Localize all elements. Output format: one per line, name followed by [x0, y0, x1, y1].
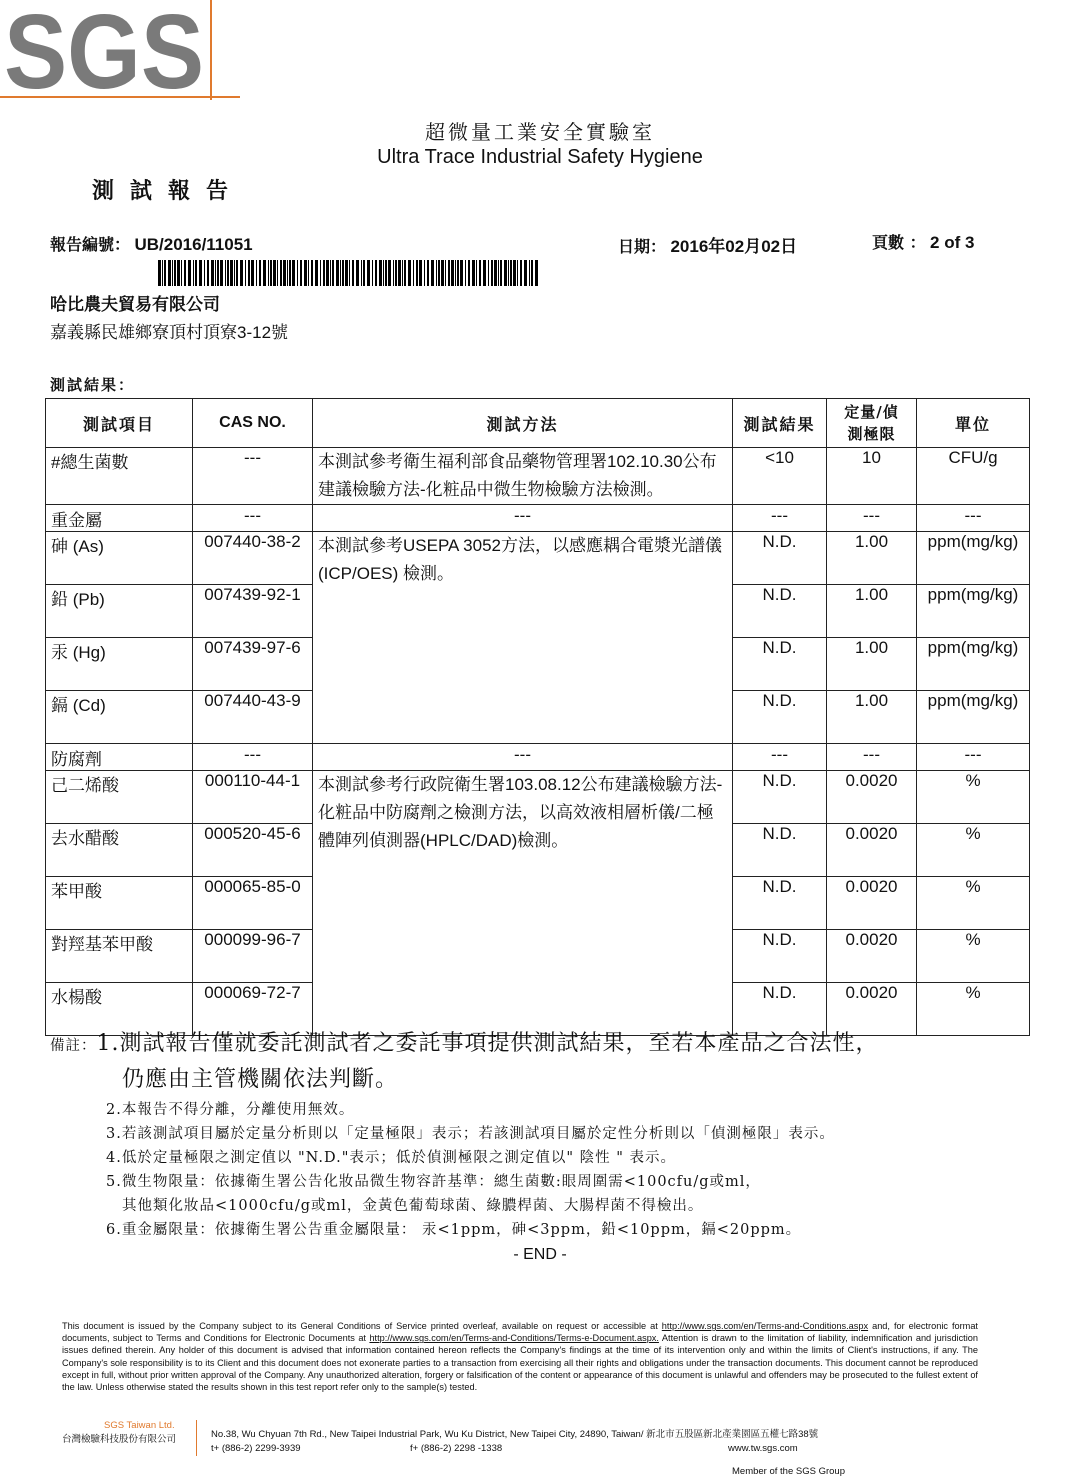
barcode-bar: [385, 260, 387, 286]
cell-limit: ---: [827, 505, 917, 532]
barcode-bar: [413, 260, 414, 286]
barcode-bar: [199, 260, 202, 286]
barcode-bar: [195, 260, 197, 286]
barcode-bar: [283, 260, 286, 286]
cell-cas: 007440-38-2: [193, 532, 313, 585]
cell-cas: 007440-43-9: [193, 691, 313, 744]
barcode-bar: [211, 260, 214, 286]
barcode-bar: [513, 260, 516, 286]
cell-result: N.D.: [733, 638, 827, 691]
barcode-bar: [520, 260, 522, 286]
table-row: [46, 448, 1030, 505]
cell-method: 本測試參考衛生福利部食品藥物管理署102.10.30公布建議檢驗方法-化粧品中微生物檢驗方法檢測。: [313, 448, 733, 505]
barcode-bar: [510, 260, 512, 286]
sgs-logo: [0, 0, 244, 100]
terms-link[interactable]: http://www.sgs.com/en/Terms-and-Conditions.aspx: [661, 1321, 869, 1331]
barcode-bar: [529, 260, 530, 286]
cell-result: N.D.: [733, 691, 827, 744]
cell-limit: 0.0020: [827, 983, 917, 1036]
cell-item: 己二烯酸: [46, 771, 193, 824]
cell-item: 汞 (Hg): [46, 638, 193, 691]
header-method: 測試方法: [313, 399, 733, 448]
lab-name-cn: 超微量工業安全實驗室: [425, 120, 655, 144]
cell-item: 去水醋酸: [46, 824, 193, 877]
barcode-bar: [204, 260, 205, 286]
header-limit: [827, 399, 917, 448]
cell-method: ---: [313, 744, 733, 771]
terms-e-document-link[interactable]: http://www.sgs.com/en/Terms-and-Conditions/Terms-e-Document.aspx.: [369, 1333, 659, 1344]
cell-limit: 0.0020: [827, 877, 917, 930]
header-limit-line1: 定量/偵: [844, 403, 899, 421]
barcode-bar: [419, 260, 422, 286]
barcode-bar: [330, 260, 331, 286]
cell-limit: 1.00: [827, 691, 917, 744]
disclaimer-part2: and, for electronic format documents, subject to Terms and Conditions for Electronic Documents at: [62, 1321, 978, 1344]
barcode-bar: [498, 260, 499, 286]
barcode-bar: [323, 260, 325, 286]
note-4: 4.低於定量極限之測定值以 "N.D."表示；低於偵測極限之測定值以" 陰性 " 表示。: [106, 1150, 677, 1166]
note-2: 2.本報告不得分離，分離使用無效。: [106, 1102, 355, 1118]
company-website[interactable]: www.tw.sgs.com: [728, 1443, 798, 1454]
header-result: 測試結果: [733, 399, 827, 448]
header-cas: CAS NO.: [193, 399, 313, 448]
company-fax: f+ (886-2) 2298 -1338: [410, 1443, 503, 1454]
company-address: No.38, Wu Chyuan 7th Rd., New Taipei Industrial Park, Wu Ku District, New Taipei City, 24890, Taiwan/ 新北市五股區新北產業園區五權七路38號: [211, 1429, 819, 1440]
barcode-bar: [395, 260, 397, 286]
svg-text:SGS: SGS: [4, 0, 204, 100]
barcode-bar: [177, 260, 180, 286]
barcode-bar: [342, 260, 344, 286]
cell-cas: 000110-44-1: [193, 771, 313, 824]
page-number-value: 2 of 3: [930, 233, 975, 252]
barcode-bar: [416, 260, 418, 286]
cell-limit: 0.0020: [827, 824, 917, 877]
barcode-bar: [375, 260, 377, 286]
cell-cas: ---: [193, 448, 313, 505]
notes: [50, 1026, 879, 1242]
page-number-label: 頁數 ：: [872, 233, 926, 252]
barcode-bar: [404, 260, 406, 286]
report-number: [50, 232, 253, 255]
barcode-bar: [479, 260, 481, 286]
cell-item: 苯甲酸: [46, 877, 193, 930]
disclaimer-part1: This document is issued by the Company subject to its General Conditions of Service printed overleaf, available on request or accessible at: [62, 1321, 658, 1331]
company-name-cn: 台灣檢驗科技股份有限公司: [62, 1434, 177, 1445]
barcode-bar: [158, 260, 161, 286]
barcode-bar: [340, 260, 341, 286]
barcode-bar: [280, 260, 282, 286]
cell-cas: 000099-96-7: [193, 930, 313, 983]
note-3: 3.若該測試項目屬於定量分析則以「定量極限」表示；若該測試項目屬於定性分析則以「偵測極限」表示。: [106, 1126, 835, 1142]
cell-unit: ppm(mg/kg): [917, 638, 1030, 691]
cell-result: ---: [733, 744, 827, 771]
barcode-bar: [517, 260, 518, 286]
cell-item: 水楊酸: [46, 983, 193, 1036]
report-number-label: 報告編號：: [50, 235, 131, 254]
barcode-bar: [398, 260, 401, 286]
barcode-bar: [427, 260, 429, 286]
barcode-bar: [436, 260, 437, 286]
barcode-bar: [465, 260, 466, 286]
cell-limit: 0.0020: [827, 771, 917, 824]
barcode-bar: [367, 260, 370, 286]
cell-method: 本測試參考USEPA 3052方法，以感應耦合電漿光譜儀(ICP/OES) 檢測。: [313, 532, 733, 744]
barcode-bar: [524, 260, 527, 286]
barcode-bar: [240, 260, 243, 286]
note-5-line2: 其他類化妝品<1000cfu/g或ml，金黃色葡萄球菌、綠膿桿菌、大腸桿菌不得檢出。: [122, 1198, 704, 1214]
report-date: [618, 232, 797, 257]
barcode-bar: [168, 260, 171, 286]
cell-limit: 1.00: [827, 532, 917, 585]
barcode-bar: [448, 260, 450, 286]
cell-item: #總生菌數: [46, 448, 193, 505]
barcode-bar: [308, 260, 309, 286]
cell-cas: 007439-92-1: [193, 585, 313, 638]
cell-result: N.D.: [733, 771, 827, 824]
cell-unit: %: [917, 824, 1030, 877]
note-1-line1: 1.測試報告僅就委託測試者之委託事項提供測試結果，至若本產品之合法性，: [96, 1031, 879, 1056]
barcode-bar: [315, 260, 318, 286]
cell-unit: ---: [917, 505, 1030, 532]
barcode-bar: [292, 260, 295, 286]
footer-divider: [196, 1420, 197, 1456]
barcode-bar: [277, 260, 278, 286]
company-name-en: SGS Taiwan Ltd.: [104, 1420, 175, 1431]
barcode-bar: [356, 260, 359, 286]
cell-item: 鎘 (Cd): [46, 691, 193, 744]
cell-limit: 0.0020: [827, 930, 917, 983]
disclaimer: [62, 1320, 978, 1393]
barcode-bar: [162, 260, 163, 286]
table-row: [46, 505, 1030, 532]
cell-limit: 1.00: [827, 585, 917, 638]
client-name: 哈比農夫貿易有限公司: [50, 295, 220, 314]
cell-method: ---: [313, 505, 733, 532]
end-marker: - END -: [513, 1246, 567, 1263]
barcode-bar: [268, 260, 269, 286]
barcode-bar: [311, 260, 313, 286]
barcode-bar: [181, 260, 182, 286]
barcode-bar: [289, 260, 291, 286]
cell-limit: 10: [827, 448, 917, 505]
barcode-bar: [336, 260, 339, 286]
cell-result: N.D.: [733, 930, 827, 983]
barcode-bar: [263, 260, 266, 286]
barcode-bar: [230, 260, 233, 286]
barcode-bar: [207, 260, 209, 286]
cell-unit: ppm(mg/kg): [917, 532, 1030, 585]
results-table: [45, 398, 1030, 1036]
barcode-bar: [363, 260, 365, 286]
barcode-bar: [393, 260, 394, 286]
barcode-bar: [300, 260, 302, 286]
barcode-bar: [172, 260, 173, 286]
cell-item: 砷 (As): [46, 532, 193, 585]
cell-unit: ppm(mg/kg): [917, 691, 1030, 744]
barcode-bar: [215, 260, 216, 286]
barcode-bar: [270, 260, 272, 286]
cell-result: ---: [733, 505, 827, 532]
cell-unit: ppm(mg/kg): [917, 585, 1030, 638]
report-date-value: 2016年02月02日: [670, 237, 798, 256]
cell-cas: 000520-45-6: [193, 824, 313, 877]
table-header-row: [46, 399, 1030, 448]
note-1: [50, 1026, 879, 1062]
cell-result: <10: [733, 448, 827, 505]
cell-unit: %: [917, 930, 1030, 983]
barcode-bar: [234, 260, 235, 286]
page-number: [872, 230, 974, 253]
barcode-bar: [451, 260, 454, 286]
cell-unit: %: [917, 983, 1030, 1036]
cell-cas: ---: [193, 505, 313, 532]
barcode-bar: [535, 260, 538, 286]
barcode-bar: [491, 260, 493, 286]
barcode-bar: [508, 260, 509, 286]
barcode-bar: [408, 260, 411, 286]
barcode-bar: [332, 260, 334, 286]
barcode-bar: [383, 260, 384, 286]
cell-result: N.D.: [733, 877, 827, 930]
barcode-bar: [236, 260, 238, 286]
cell-result: N.D.: [733, 983, 827, 1036]
table-row: [46, 771, 1030, 824]
barcode-bar: [345, 260, 348, 286]
note-6: 6.重金屬限量：依據衛生署公告重金屬限量： 汞<1ppm，砷<3ppm，鉛<10ppm，鎘<20ppm。: [106, 1222, 802, 1238]
barcode-bar: [476, 260, 477, 286]
cell-result: N.D.: [733, 532, 827, 585]
cell-limit: 1.00: [827, 638, 917, 691]
barcode-bar: [220, 260, 223, 286]
barcode-bar: [304, 260, 307, 286]
results-label: 測試結果：: [50, 376, 136, 394]
lab-name-en: Ultra Trace Industrial Safety Hygiene: [377, 146, 703, 168]
notes-label: 備註：: [50, 1038, 97, 1054]
barcode-bar: [504, 260, 507, 286]
cell-cas: ---: [193, 744, 313, 771]
cell-unit: %: [917, 877, 1030, 930]
barcode-bar: [227, 260, 229, 286]
barcode-bar: [245, 260, 246, 286]
barcode-bar: [259, 260, 261, 286]
cell-item: 重金屬: [46, 505, 193, 532]
barcode-bar: [438, 260, 440, 286]
barcode-bar: [273, 260, 276, 286]
barcode-bar: [379, 260, 382, 286]
cell-unit: %: [917, 771, 1030, 824]
report-number-value: UB/2016/11051: [134, 235, 253, 254]
cell-item: 防腐劑: [46, 744, 193, 771]
barcode-bar: [388, 260, 391, 286]
cell-cas: 000069-72-7: [193, 983, 313, 1036]
note-1-line2: 仍應由主管機關依法判斷。: [122, 1067, 399, 1092]
barcode-bar: [361, 260, 362, 286]
barcode: [158, 260, 542, 286]
barcode-bar: [225, 260, 226, 286]
table-row: [46, 744, 1030, 771]
barcode-bar: [164, 260, 166, 286]
report-title: 測試報告: [92, 178, 245, 204]
cell-item: 鉛 (Pb): [46, 585, 193, 638]
barcode-bar: [445, 260, 446, 286]
barcode-bar: [174, 260, 176, 286]
barcode-bar: [352, 260, 354, 286]
report-date-label: 日期：: [618, 237, 667, 256]
barcode-bar: [455, 260, 456, 286]
barcode-bar: [193, 260, 194, 286]
barcode-bar: [483, 260, 486, 286]
cell-result: N.D.: [733, 824, 827, 877]
barcode-bar: [531, 260, 533, 286]
barcode-bar: [256, 260, 257, 286]
disclaimer-part3: Attention is drawn to the limitation of liability, indemnification and jurisdiction issues defined therein. Any holder of this document is advised that information contained hereon reflects the Company's findings at the time of its intervention only and within the limits of Client's instructions, if any. The Company's sole responsibility is to its Client and this document does not exonerate parties to a transaction from exercising all their rights and obligations under the transaction documents. This document cannot be reproduced except in full, without prior written approval of the Company. Any unauthorized alteration, forgery or falsification of the content or appearance of this document is unlawful and offenders may be prosecuted to the fullest extent of the law. Unless otherwise stated the results shown in this test report refer only to the sample(s) tested.: [62, 1333, 979, 1393]
barcode-bar: [500, 260, 502, 286]
barcode-bar: [217, 260, 219, 286]
barcode-bar: [488, 260, 489, 286]
cell-limit: ---: [827, 744, 917, 771]
cell-item: 對羥基苯甲酸: [46, 930, 193, 983]
header-item: 測試項目: [46, 399, 193, 448]
barcode-bar: [431, 260, 434, 286]
barcode-bar: [297, 260, 298, 286]
member-of-sgs: Member of the SGS Group: [732, 1466, 845, 1477]
table-row: [46, 532, 1030, 585]
barcode-bar: [326, 260, 329, 286]
barcode-bar: [248, 260, 250, 286]
barcode-bar: [402, 260, 403, 286]
barcode-bar: [472, 260, 475, 286]
header-unit: 單位: [917, 399, 1030, 448]
barcode-bar: [184, 260, 186, 286]
barcode-bar: [320, 260, 321, 286]
header-limit-line2: 測極限: [847, 425, 896, 443]
note-5-line1: 5.微生物限量：依據衛生署公告化妝品微生物容許基準：總生菌數:眼周圍需<100cfu/g或ml，: [106, 1174, 761, 1190]
barcode-bar: [287, 260, 288, 286]
barcode-bar: [441, 260, 444, 286]
barcode-bar: [251, 260, 254, 286]
barcode-bar: [457, 260, 459, 286]
barcode-bar: [460, 260, 463, 286]
cell-unit: CFU/g: [917, 448, 1030, 505]
company-tel: t+ (886-2) 2299-3939: [211, 1443, 301, 1454]
cell-cas: 007439-97-6: [193, 638, 313, 691]
barcode-bar: [468, 260, 470, 286]
cell-unit: ---: [917, 744, 1030, 771]
barcode-bar: [349, 260, 350, 286]
barcode-bar: [372, 260, 373, 286]
cell-result: N.D.: [733, 585, 827, 638]
barcode-bar: [494, 260, 497, 286]
cell-method: 本測試參考行政院衛生署103.08.12公布建議檢驗方法-化粧品中防腐劑之檢測方法，以高效液相層析儀/二極體陣列偵測器(HPLC/DAD)檢測。: [313, 771, 733, 1036]
client-address: 嘉義縣民雄鄉寮頂村頂寮3-12號: [50, 323, 289, 342]
barcode-bar: [424, 260, 425, 286]
cell-cas: 000065-85-0: [193, 877, 313, 930]
barcode-bar: [188, 260, 191, 286]
